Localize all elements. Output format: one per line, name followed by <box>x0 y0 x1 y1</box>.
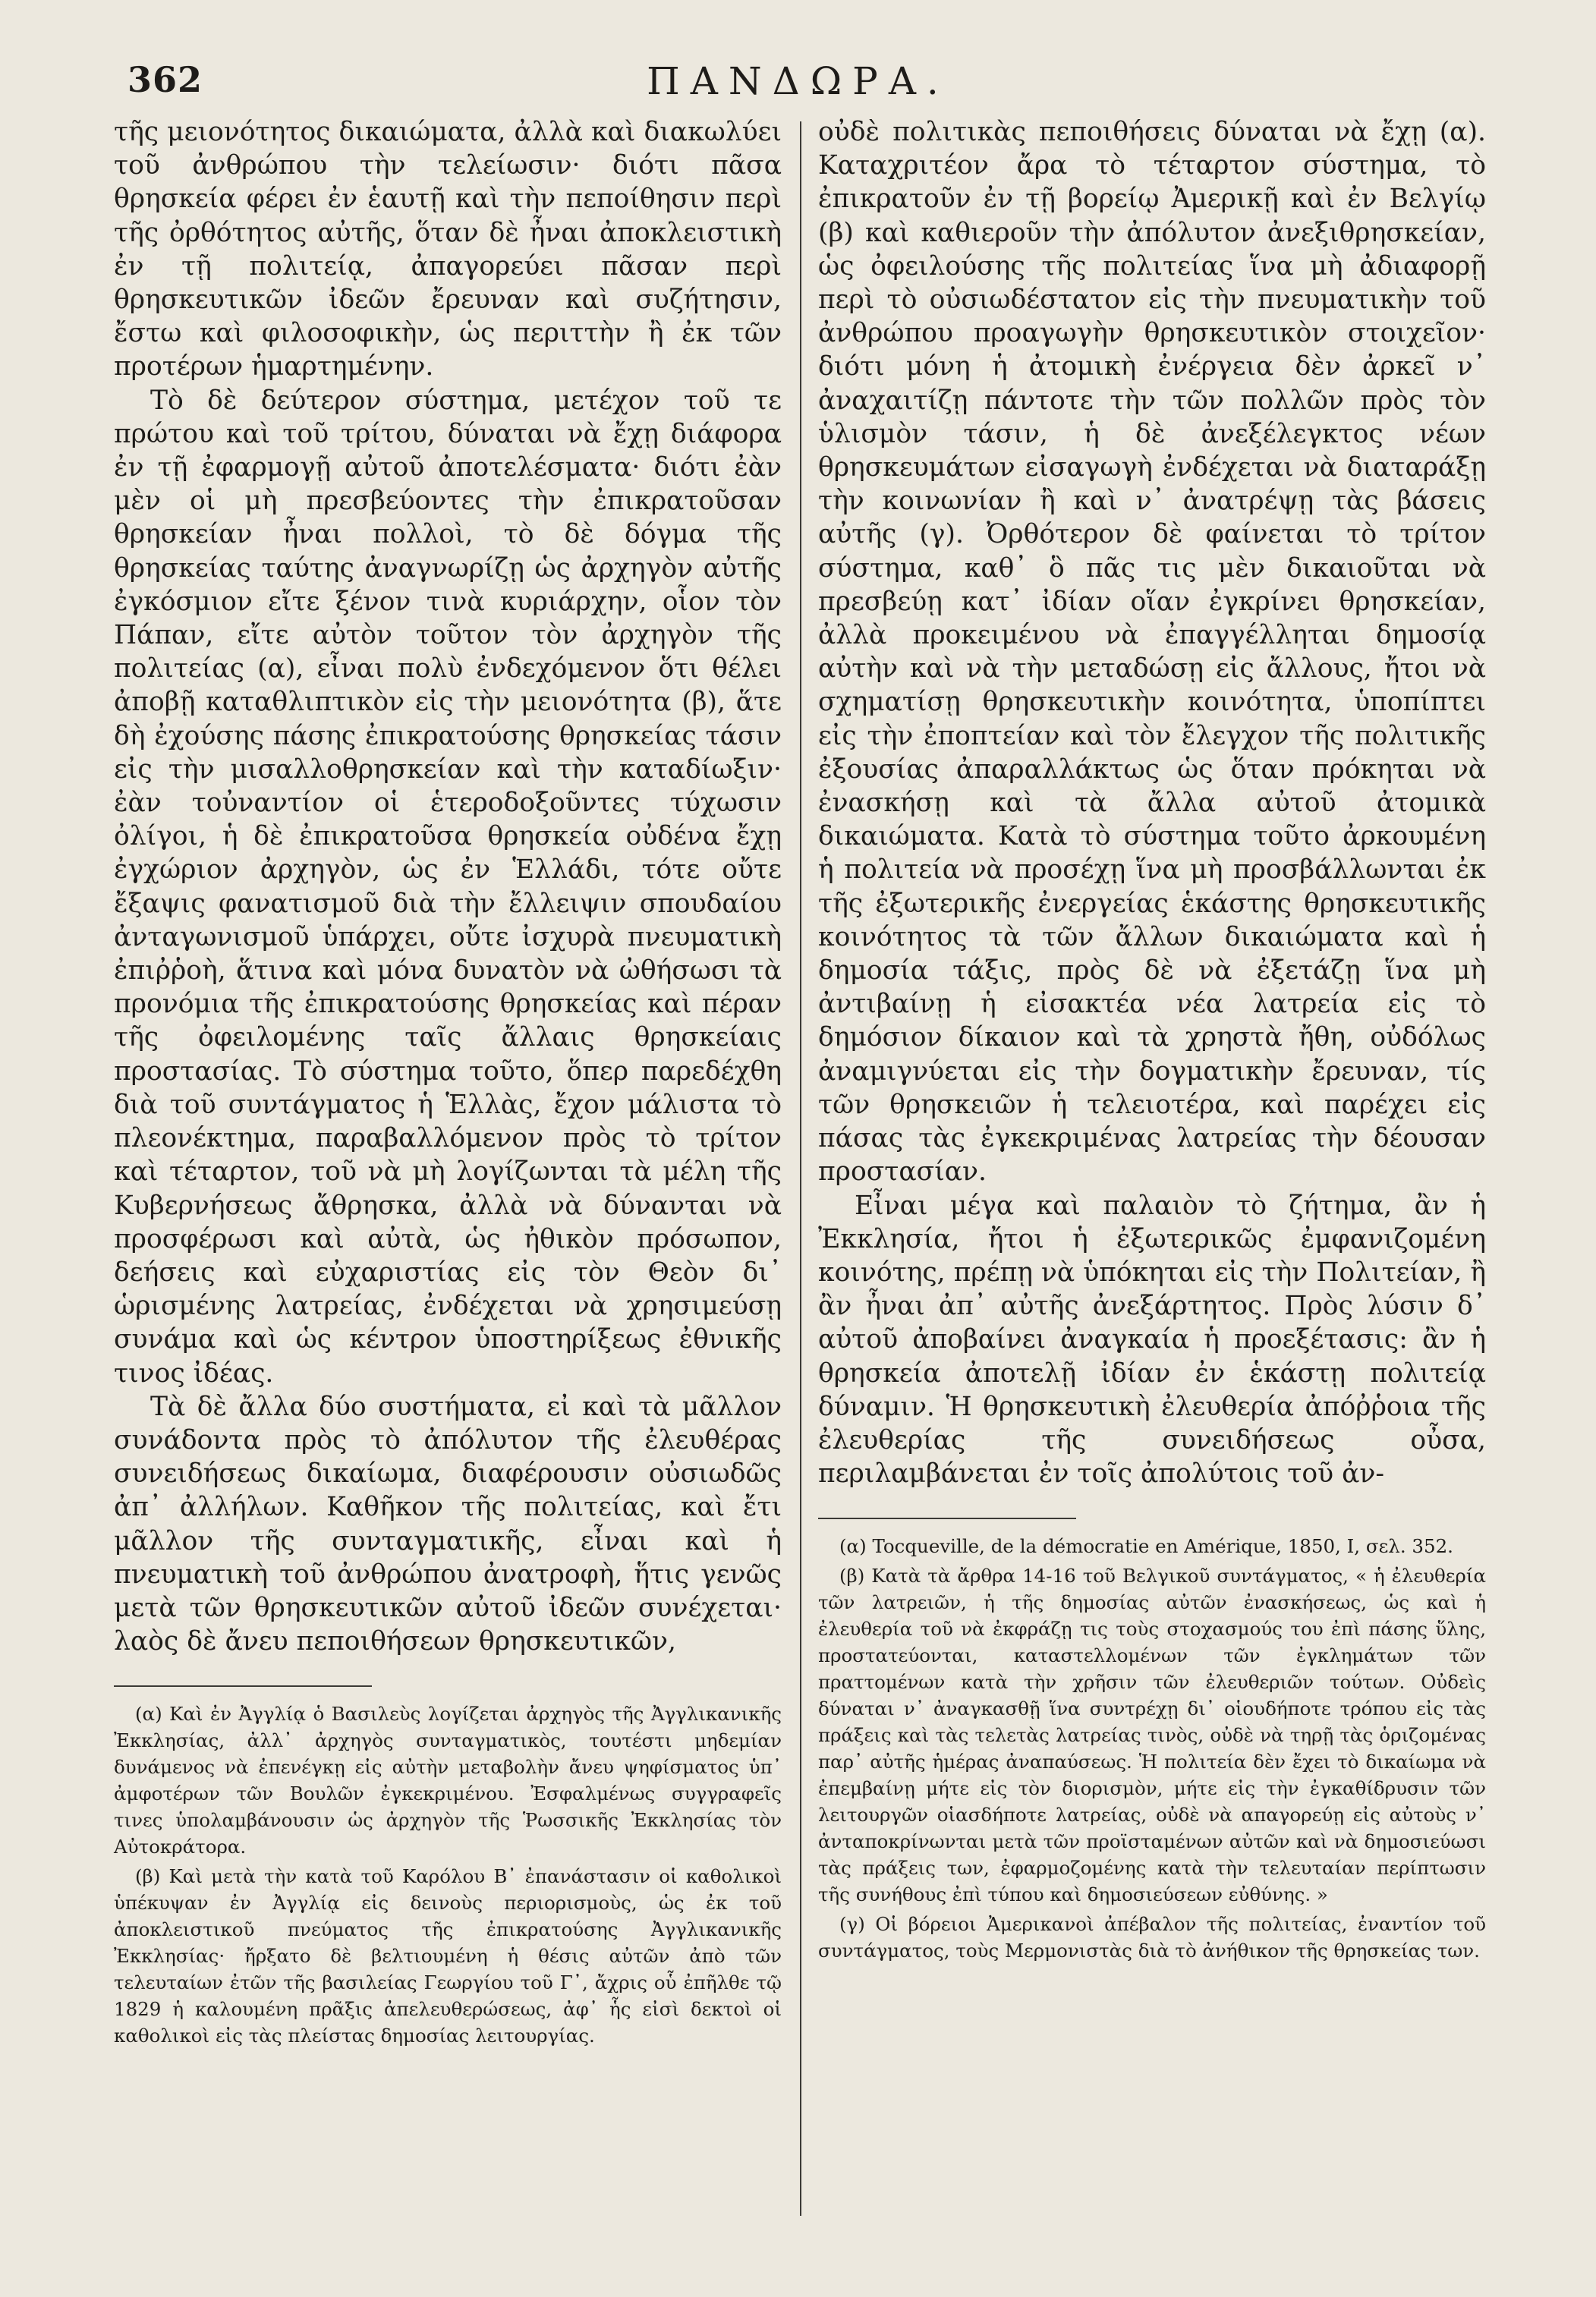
footnotes <box>114 1701 782 2049</box>
footnote-divider <box>818 1518 1076 1519</box>
footnote: (α) Tocqueville, de la démocratie en Amérique, 1850, I, σελ. 352. <box>839 1535 1453 1558</box>
column-divider <box>800 121 801 2216</box>
paragraph: Εἶναι μέγα καὶ παλαιὸν τὸ ζήτημα, ἂν ἡ Ἐκκλησία, ἤτοι ἡ ἐξωτερικῶς ἐμφανιζομένη κοινότης, πρέπῃ νὰ ὑπόκηται εἰς τὴν Πολιτείαν, ἢ ἂν ἦναι ἀπ᾽ αὐτῆς ἀνεξάρτητος. Πρὸς λύσιν δ᾽ αὐτοῦ ἀποβαίνει ἀναγκαία ἡ προεξέτασις: ἂν ἡ θρησκεία ἀποτελῇ ἰδίαν ἐν ἑκάστῃ πολιτείᾳ δύναμιν. Ἡ θρησκευτικὴ ἐλευθερία ἀπόῤῥοια τῆς ἐλευθερίας τῆς συνειδήσεως οὖσα, περιλαμβάνεται ἐν τοῖς ἀπολύτοις τοῦ ἀν- <box>818 1190 1486 1490</box>
footnote-divider <box>114 1685 372 1687</box>
page-number: 362 <box>127 59 203 100</box>
footnote: (γ) Οἱ βόρειοι Ἀμερικανοὶ ἀπέβαλον τῆς πολιτείας, ἐναντίον τοῦ συντάγματος, τοὺς Μερμονιστὰς διὰ τὸ ἀνήθικον τῆς θρησκείας των. <box>818 1913 1486 1962</box>
paragraph: Τὰ δὲ ἄλλα δύο συστήματα, εἰ καὶ τὰ μᾶλλον συνάδοντα πρὸς τὸ ἀπόλυτον τῆς ἐλευθέρας συνειδήσεως δικαίωμα, διαφέρουσιν οὐσιωδῶς ἀπ᾽ ἀλλήλων. Καθῆκον τῆς πολιτείας, καὶ ἔτι μᾶλλον τῆς συνταγματικῆς, εἶναι καὶ ἡ πνευματικὴ τοῦ ἀνθρώπου ἀνατροφὴ, ἥτις γενῶς μετὰ τῶν θρησκευτικῶν αὐτοῦ ἰδεῶν συνέχεται· λαὸς δὲ ἄνευ πεποιθήσεων θρησκευτικῶν, <box>114 1391 782 1657</box>
running-title: ΠΑΝΔΩΡΑ. <box>647 59 949 103</box>
right-column <box>818 115 1486 1967</box>
footnote: (β) Καὶ μετὰ τὴν κατὰ τοῦ Καρόλου Β᾽ ἐπανάστασιν οἱ καθολικοὶ ὑπέκυψαν ἐν Ἀγγλίᾳ εἰς δεινοὺς περιορισμοὺς, ὡς ἐκ τοῦ ἀποκλειστικοῦ πνεύματος τῆς ἐπικρατούσης Ἀγγλικανικῆς Ἐκκλησίας· ἤρξατο δὲ βελτιουμένη ἡ θέσις αὐτῶν ἀπὸ τῶν τελευταίων ἐτῶν τῆς βασιλείας Γεωργίου τοῦ Γ᾽, ἄχρις οὗ ἐπῆλθε τῷ 1829 ἡ καλουμένη πρᾶξις ἀπελευθερώσεως, ἀφ᾽ ἧς εἰσὶ δεκτοὶ οἱ καθολικοὶ εἰς τὰς πλείστας δημοσίας λειτουργίας. <box>114 1865 782 2047</box>
paragraph: οὐδὲ πολιτικὰς πεποιθήσεις δύναται νὰ ἔχῃ (α). Καταχριτέον ἄρα τὸ τέταρτον σύστημα, τὸ ἐπικρατοῦν ἐν τῇ βορείῳ Ἀμερικῇ καὶ ἐν Βελγίῳ (β) καὶ καθιεροῦν τὴν ἀπόλυτον ἀνεξιθρησκείαν, ὡς ὀφειλούσης τῆς πολιτείας ἵνα μὴ ἀδιαφορῇ περὶ τὸ οὐσιωδέστατον εἰς τὴν πνευματικὴν τοῦ ἀνθρώπου προαγωγὴν θρησκευτικὸν στοιχεῖον· διότι μόνη ἡ ἀτομικὴ ἐνέργεια δὲν ἀρκεῖ ν᾽ ἀναχαιτίζῃ πάντοτε τὴν τῶν πολλῶν πρὸς τὸν ὑλισμὸν τάσιν, ἡ δὲ ἀνεξέλεγκτος νέων θρησκευμάτων εἰσαγωγὴ ἐνδέχεται νὰ διαταράξῃ τὴν κοινωνίαν ἢ καὶ ν᾽ ἀνατρέψῃ τὰς βάσεις αὐτῆς (γ). Ὀρθότερον δὲ φαίνεται τὸ τρίτον σύστημα, καθ᾽ ὃ πᾶς τις μὲν δικαιοῦται νὰ πρεσβεύῃ κατ᾽ ἰδίαν οἵαν ἐγκρίνει θρησκείαν, ἀλλὰ προκειμένου νὰ ἐπαγγέλληται δημοσίᾳ αὐτὴν καὶ νὰ τὴν μεταδώσῃ εἰς ἄλλους, ἤτοι νὰ σχηματίσῃ θρησκευτικὴν κοινότητα, ὑποπίπτει εἰς τὴν ἐποπτείαν καὶ τὸν ἔλεγχον τῆς πολιτικῆς ἐξουσίας ἀπαραλλάκτως ὡς ὅταν πρόκηται νὰ ἐνασκήσῃ καὶ τὰ ἄλλα αὐτοῦ ἀτομικὰ δικαιώματα. Κατὰ τὸ σύστημα τοῦτο ἀρκουμένη ἡ πολιτεία νὰ προσέχῃ ἵνα μὴ προσβάλλωνται ἐκ τῆς ἐξωτερικῆς ἐνεργείας ἑκάστης θρησκευτικῆς κοινότητος τὰ τῶν ἄλλων δικαιώματα καὶ ἡ δημοσία τάξις, πρὸς δὲ νὰ ἐξετάζῃ ἵνα μὴ ἀντιβαίνῃ ἡ εἰσακτέα νέα λατρεία εἰς τὸ δημόσιον δίκαιον καὶ τὰ χρηστὰ ἤθη, οὐδόλως ἀναμιγνύεται εἰς τὴν δογματικὴν ἔρευναν, τίς τῶν θρησκειῶν ἡ τελειοτέρα, καὶ παρέχει εἰς πάσας τὰς ἐγκεκριμένας λατρείας τὴν δέουσαν προστασίαν. <box>818 117 1486 1188</box>
left-column <box>114 115 782 2052</box>
footnotes <box>818 1533 1486 1964</box>
footnote: (α) Καὶ ἐν Ἀγγλίᾳ ὁ Βασιλεὺς λογίζεται ἀρχηγὸς τῆς Ἀγγλικανικῆς Ἐκκλησίας, ἀλλ᾽ ἀρχηγὸς συνταγματικὸς, τουτέστι μηδεμίαν δυνάμενος νὰ ἐπενέγκῃ εἰς αὐτὴν μεταβολὴν ἄνευ ψηφίσματος ὑπ᾽ ἀμφοτέρων τῶν Βουλῶν ἐγκεκριμένου. Ἐσφαλμένως συγγραφεῖς τινες ὑπολαμβάνουσιν ὡς ἀρχηγὸν τῆς Ῥωσσικῆς Ἐκκλησίας τὸν Αὐτοκράτορα. <box>114 1703 782 1858</box>
paragraph: Τὸ δὲ δεύτερον σύστημα, μετέχον τοῦ τε πρώτου καὶ τοῦ τρίτου, δύναται νὰ ἔχῃ διάφορα ἐν τῇ ἐφαρμογῇ αὐτοῦ ἀποτελέσματα· διότι ἐὰν μὲν οἱ μὴ πρεσβεύοντες τὴν ἐπικρατοῦσαν θρησκείαν ἦναι πολλοὶ, τὸ δὲ δόγμα τῆς θρησκείας ταύτης ἀναγνωρίζῃ ὡς ἀρχηγὸν αὐτῆς ἐγκόσμιον εἴτε ξένον τινὰ κυριάρχην, οἷον τὸν Πάπαν, εἴτε αὐτὸν τοῦτον τὸν ἀρχηγὸν τῆς πολιτείας (α), εἶναι πολὺ ἐνδεχόμενον ὅτι θέλει ἀποβῇ καταθλιπτικὸν εἰς τὴν μειονότητα (β), ἅτε δὴ ἐχούσης πάσης ἐπικρατούσης θρησκείας τάσιν εἰς τὴν μισαλλοθρησκείαν καὶ τὴν καταδίωξιν· ἐὰν τοὐναντίον οἱ ἑτεροδοξοῦντες τύχωσιν ὀλίγοι, ἡ δὲ ἐπικρατοῦσα θρησκεία οὐδένα ἔχῃ ἐγχώριον ἀρχηγὸν, ὡς ἐν Ἑλλάδι, τότε οὔτε ἔξαψις φανατισμοῦ διὰ τὴν ἔλλειψιν σπουδαίου ἀνταγωνισμοῦ ὑπάρχει, οὔτε ἰσχυρὰ πνευματικὴ ἐπιῤῥοὴ, ἅτινα καὶ μόνα δυνατὸν νὰ ὠθήσωσι τὰ προνόμια τῆς ἐπικρατούσης θρησκείας καὶ πέραν τῆς ὀφειλομένης ταῖς ἄλλαις θρησκείαις προστασίας. Τὸ σύστημα τοῦτο, ὅπερ παρεδέχθη διὰ τοῦ συντάγματος ἡ Ἑλλὰς, ἔχον μάλιστα τὸ πλεονέκτημα, παραβαλλόμενον πρὸς τὸ τρίτον καὶ τέταρτον, τοῦ νὰ μὴ λογίζωνται τὰ μέλη τῆς Κυβερνήσεως ἄθρησκα, ἀλλὰ νὰ δύνανται νὰ προσφέρωσι καὶ αὐτὰ, ὡς ἠθικὸν πρόσωπον, δεήσεις καὶ εὐχαριστίας εἰς τὸν Θεὸν δι᾽ ὡρισμένης λατρείας, ἐνδέχεται νὰ χρησιμεύσῃ συνάμα καὶ ὡς κέντρον ὑποστηρίξεως ἐθνικῆς τινος ἰδέας. <box>114 385 782 1389</box>
paragraph: τῆς μειονότητος δικαιώματα, ἀλλὰ καὶ διακωλύει τοῦ ἀνθρώπου τὴν τελείωσιν· διότι πᾶσα θρησκεία φέρει ἐν ἑαυτῇ καὶ τὴν πεποίθησιν περὶ τῆς ὀρθότητος αὐτῆς, ὅταν δὲ ἦναι ἀποκλειστικὴ ἐν τῇ πολιτείᾳ, ἀπαγορεύει πᾶσαν περὶ θρησκευτικῶν ἰδεῶν ἔρευναν καὶ συζήτησιν, ἔστω καὶ φιλοσοφικὴν, ὡς περιττὴν ἢ ἐκ τῶν προτέρων ἡμαρτημένην. <box>114 117 782 382</box>
footnote: (β) Κατὰ τὰ ἄρθρα 14-16 τοῦ Βελγικοῦ συντάγματος, « ἡ ἐλευθερία τῶν λατρειῶν, ἡ τῆς δημοσίας αὐτῶν ἐνασκήσεως, ὡς καὶ ἡ ἐλευθερία τοῦ νὰ ἐκφράζῃ τις τοὺς στοχασμούς του ἐπὶ πάσης ὕλης, προστατεύονται, καταστελλομένων τῶν ἐγκλημάτων τῶν πραττομένων κατὰ τὴν χρῆσιν τῶν ἐλευθεριῶν τούτων. Οὐδεὶς δύναται ν᾽ ἀναγκασθῇ ἵνα συντρέχῃ δι᾽ οἱουδήποτε τρόπου εἰς τὰς πράξεις καὶ τὰς τελετὰς λατρείας τινὸς, οὐδὲ νὰ τηρῇ τὰς ὁριζομένας παρ᾽ αὐτῆς ἡμέρας ἀναπαύσεως. Ἡ πολιτεία δὲν ἔχει τὸ δικαίωμα νὰ ἐπεμβαίνῃ μήτε εἰς τὸν διορισμὸν, μήτε εἰς τὴν ἐγκαθίδρυσιν τῶν λειτουργῶν οἱασδήποτε λατρείας, οὐδὲ νὰ απαγορεύῃ εἰς αὐτοὺς ν᾽ ἀνταποκρίνωνται μετὰ τῶν προϊσταμένων αὐτῶν καὶ νὰ δημοσιεύωσι τὰς πράξεις των, ἐφαρμοζομένης κατὰ τὴν τελευταίαν περίπτωσιν τῆς συνήθους ἐπὶ τύπου καὶ δημοσιεύσεων εὐθύνης. » <box>818 1565 1486 1906</box>
